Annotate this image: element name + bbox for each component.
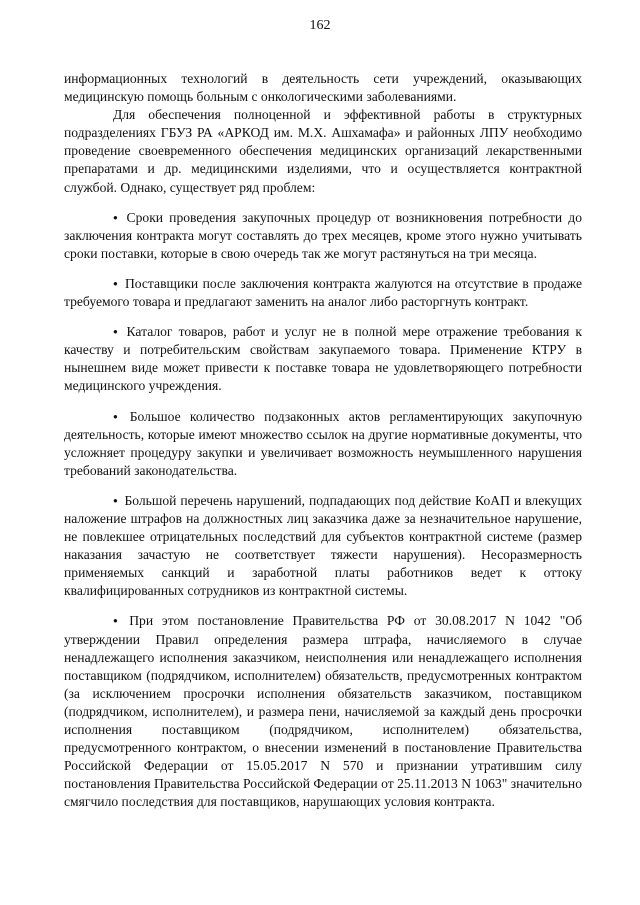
page-number: 162 (309, 18, 331, 33)
bullet-icon: ● (113, 278, 119, 288)
bullet-icon: ● (113, 411, 124, 421)
list-item-text: При этом постановление Правительства РФ от 30.08.2017 N 1042 "Об утверждении Правил определения размера штрафа, начисляемого в случае ненадлежащего исполнения заказчиком, неисполнения или ненадлежащего исполнения поставщиком (подрядчиком, исполнителем) обязательств, предусмотренных контрактом (за исключением просрочки исполнения обязательств заказчиком, поставщиком (подрядчиком, исполнителем), и размера пени, начисляемой за каждый день просрочки исполнения поставщиком (подрядчиком, исполнителем) обязательства, предусмотренного контрактом, о внесении изменений в постановление Правительства Российской Федерации от 15.05.2017 N 570 и признании утратившим силу постановления Правительства Российской Федерации от 25.11.2013 N 1063" значительно смягчило последствия для поставщиков, нарушающих условия контракта. (64, 613, 582, 810)
list-item (64, 408, 582, 480)
bullet-icon: ● (113, 616, 124, 626)
list-item-text: Каталог товаров, работ и услуг не в полной мере отражение требования к качеству и потребительским свойствам закупаемого товара. Применение КТРУ в нынешнем виде может привести к поставке товара не удовлетворяющего потребности медицинского учреждения. (64, 324, 582, 394)
list-item (64, 209, 582, 263)
list-item (64, 323, 582, 395)
list-item-text: Сроки проведения закупочных процедур от возникновения потребности до заключения контракта могут составлять до трех месяцев, кроме этого нужно учитывать сроки поставки, которые в свою очередь так же могут растянуться на три месяца. (64, 209, 582, 261)
paragraph-intro: Для обеспечения полноценной и эффективной работы в структурных подразделениях ГБУЗ РА «АРКОД им. М.Х. Ашхамафа» и районных ЛПУ необходимо проведение своевременного обеспечения медицинских организаций лекарственными препаратами и др. медицинскими изделиями, что и осуществляется контрактной службой. Однако, существует ряд проблем: (64, 107, 582, 195)
list-item-text: Большое количество подзаконных актов регламентирующих закупочную деятельность, которые имеют множество ссылок на другие нормативные документы, что усложняет процедуру закупки и увеличивает возможность неумышленного нарушения требований законодательства. (64, 408, 582, 478)
bullet-icon: ● (113, 212, 121, 222)
list-item (64, 275, 582, 311)
bullet-icon: ● (113, 495, 119, 505)
document-body (64, 70, 582, 811)
paragraph-continuation: информационных технологий в деятельность сети учреждений, оказывающих медицинскую помощь больным с онкологическими заболеваниями. (64, 71, 582, 105)
list-item-text: Большой перечень нарушений, подпадающих под действие КоАП и влекущих наложение штрафов на должностных лиц заказчика даже за незначительное нарушение, не повлекшее отрицательных последствий для субъектов контрактной системе (размер наказания зачастую не соответствует тяжести нарушения). Несоразмерность применяемых санкций и заработной платы работников ведет к оттоку квалифицированных сотрудников из контрактной системы. (64, 492, 582, 599)
list-item (64, 492, 582, 601)
list-item (64, 612, 582, 811)
bullet-icon: ● (113, 327, 121, 337)
list-item-text: Поставщики после заключения контракта жалуются на отсутствие в продаже требуемого товара и предлагают заменить на аналог либо расторгнуть контракт. (64, 275, 582, 310)
